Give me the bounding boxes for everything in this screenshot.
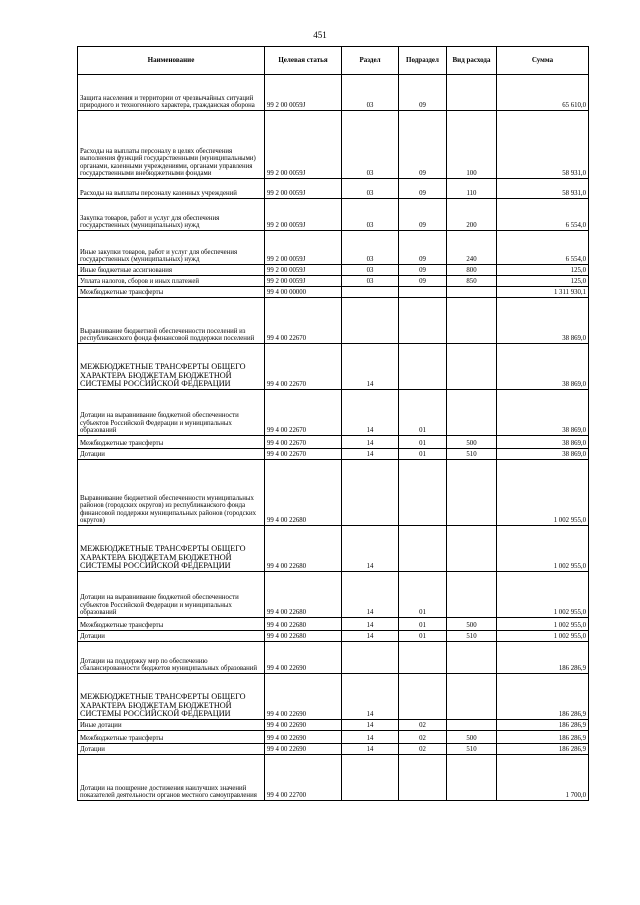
cell-type bbox=[447, 642, 497, 674]
cell-subsection: 01 bbox=[399, 572, 447, 618]
table-row bbox=[78, 526, 589, 572]
cell-subsection: 01 bbox=[399, 618, 447, 631]
cell-section: 14 bbox=[342, 674, 399, 720]
cell-type: 510 bbox=[447, 744, 497, 755]
cell-type bbox=[447, 287, 497, 298]
table-row bbox=[78, 449, 589, 460]
cell-name: Межбюджетные трансферты bbox=[78, 731, 265, 744]
cell-amount: 1 002 955,0 bbox=[497, 631, 589, 642]
cell-name: Защита населения и территории от чрезвычайных ситуаций природного и техногенного характера, гражданская оборона bbox=[78, 75, 265, 111]
cell-section bbox=[342, 287, 399, 298]
cell-subsection: 02 bbox=[399, 744, 447, 755]
cell-name: Иные бюджетные ассигнования bbox=[78, 265, 265, 276]
cell-type: 800 bbox=[447, 265, 497, 276]
cell-subsection bbox=[399, 460, 447, 526]
cell-code: 99 4 00 22670 bbox=[265, 298, 342, 344]
table-body bbox=[78, 75, 589, 801]
cell-section bbox=[342, 755, 399, 801]
cell-section: 14 bbox=[342, 720, 399, 731]
cell-amount: 186 286,9 bbox=[497, 642, 589, 674]
cell-code: 99 4 00 22690 bbox=[265, 731, 342, 744]
header-name: Наименование bbox=[78, 47, 265, 75]
cell-amount: 38 869,0 bbox=[497, 449, 589, 460]
cell-code: 99 4 00 22670 bbox=[265, 390, 342, 436]
cell-subsection: 02 bbox=[399, 731, 447, 744]
cell-subsection: 01 bbox=[399, 390, 447, 436]
cell-name: Дотации на выравнивание бюджетной обеспеченности субъектов Российской Федерации и муниципальных образований bbox=[78, 390, 265, 436]
page-number: 451 bbox=[313, 30, 327, 40]
cell-code: 99 4 00 22670 bbox=[265, 344, 342, 390]
cell-section: 14 bbox=[342, 436, 399, 449]
cell-subsection: 09 bbox=[399, 75, 447, 111]
cell-subsection bbox=[399, 526, 447, 572]
cell-name: Дотации bbox=[78, 631, 265, 642]
cell-subsection bbox=[399, 642, 447, 674]
cell-subsection: 09 bbox=[399, 231, 447, 265]
cell-name: Дотации на поощрение достижения наилучших значений показателей деятельности органов местного самоуправления bbox=[78, 755, 265, 801]
cell-amount: 125,0 bbox=[497, 276, 589, 287]
cell-section: 14 bbox=[342, 631, 399, 642]
table-row bbox=[78, 298, 589, 344]
table-row bbox=[78, 460, 589, 526]
cell-name: МЕЖБЮДЖЕТНЫЕ ТРАНСФЕРТЫ ОБЩЕГО ХАРАКТЕРА БЮДЖЕТАМ БЮДЖЕТНОЙ СИСТЕМЫ РОССИЙСКОЙ ФЕДЕРАЦИИ bbox=[78, 526, 265, 572]
table-row bbox=[78, 344, 589, 390]
cell-section: 03 bbox=[342, 231, 399, 265]
cell-section: 14 bbox=[342, 744, 399, 755]
cell-code: 99 4 00 22690 bbox=[265, 720, 342, 731]
cell-amount: 186 286,9 bbox=[497, 744, 589, 755]
cell-type: 850 bbox=[447, 276, 497, 287]
cell-subsection: 09 bbox=[399, 199, 447, 231]
cell-type: 500 bbox=[447, 436, 497, 449]
cell-subsection bbox=[399, 674, 447, 720]
table-row bbox=[78, 755, 589, 801]
cell-name: Межбюджетные трансферты bbox=[78, 287, 265, 298]
cell-type bbox=[447, 720, 497, 731]
cell-type bbox=[447, 344, 497, 390]
table-row bbox=[78, 75, 589, 111]
cell-type: 510 bbox=[447, 631, 497, 642]
cell-code: 99 2 00 0059J bbox=[265, 231, 342, 265]
table-header-row bbox=[78, 47, 589, 75]
cell-type: 100 bbox=[447, 111, 497, 179]
cell-name: Иные закупки товаров, работ и услуг для обеспечения государственных (муниципальных) нужд bbox=[78, 231, 265, 265]
cell-amount: 186 286,9 bbox=[497, 720, 589, 731]
cell-code: 99 2 00 0059J bbox=[265, 276, 342, 287]
cell-type: 200 bbox=[447, 199, 497, 231]
cell-subsection: 02 bbox=[399, 720, 447, 731]
cell-code: 99 2 00 0059J bbox=[265, 75, 342, 111]
header-type: Вид расхода bbox=[447, 47, 497, 75]
cell-subsection bbox=[399, 298, 447, 344]
cell-code: 99 4 00 22700 bbox=[265, 755, 342, 801]
cell-name: Выравнивание бюджетной обеспеченности поселений из республиканского фонда финансовой поддержки поселений bbox=[78, 298, 265, 344]
cell-section: 14 bbox=[342, 618, 399, 631]
cell-subsection: 01 bbox=[399, 631, 447, 642]
cell-subsection: 09 bbox=[399, 111, 447, 179]
cell-amount: 38 869,0 bbox=[497, 298, 589, 344]
cell-amount: 1 002 955,0 bbox=[497, 618, 589, 631]
cell-amount: 38 869,0 bbox=[497, 436, 589, 449]
cell-type: 110 bbox=[447, 179, 497, 199]
cell-code: 99 4 00 22680 bbox=[265, 631, 342, 642]
cell-type: 240 bbox=[447, 231, 497, 265]
cell-type: 500 bbox=[447, 618, 497, 631]
cell-section: 03 bbox=[342, 276, 399, 287]
cell-amount: 1 002 955,0 bbox=[497, 460, 589, 526]
cell-name: Закупка товаров, работ и услуг для обеспечения государственных (муниципальных) нужд bbox=[78, 199, 265, 231]
budget-table bbox=[77, 46, 589, 801]
cell-subsection: 09 bbox=[399, 179, 447, 199]
cell-section bbox=[342, 298, 399, 344]
table-row bbox=[78, 618, 589, 631]
cell-code: 99 4 00 22670 bbox=[265, 449, 342, 460]
cell-type bbox=[447, 460, 497, 526]
cell-type bbox=[447, 755, 497, 801]
cell-amount: 1 002 955,0 bbox=[497, 572, 589, 618]
header-section: Раздел bbox=[342, 47, 399, 75]
cell-type bbox=[447, 674, 497, 720]
cell-amount: 186 286,9 bbox=[497, 674, 589, 720]
cell-name: Уплата налогов, сборов и иных платежей bbox=[78, 276, 265, 287]
cell-name: МЕЖБЮДЖЕТНЫЕ ТРАНСФЕРТЫ ОБЩЕГО ХАРАКТЕРА БЮДЖЕТАМ БЮДЖЕТНОЙ СИСТЕМЫ РОССИЙСКОЙ ФЕДЕРАЦИИ bbox=[78, 344, 265, 390]
cell-code: 99 4 00 22690 bbox=[265, 674, 342, 720]
cell-code: 99 4 00 22690 bbox=[265, 642, 342, 674]
table-row bbox=[78, 231, 589, 265]
cell-section: 14 bbox=[342, 449, 399, 460]
cell-type bbox=[447, 572, 497, 618]
cell-section: 14 bbox=[342, 344, 399, 390]
cell-amount: 1 311 930,1 bbox=[497, 287, 589, 298]
cell-amount: 65 610,0 bbox=[497, 75, 589, 111]
cell-code: 99 4 00 22680 bbox=[265, 572, 342, 618]
cell-amount: 6 554,0 bbox=[497, 199, 589, 231]
table-row bbox=[78, 744, 589, 755]
cell-name: Дотации bbox=[78, 744, 265, 755]
cell-subsection bbox=[399, 755, 447, 801]
table-row bbox=[78, 436, 589, 449]
cell-code: 99 2 00 0059J bbox=[265, 199, 342, 231]
table-row bbox=[78, 287, 589, 298]
header-code: Целевая статья bbox=[265, 47, 342, 75]
cell-code: 99 2 00 0059J bbox=[265, 179, 342, 199]
cell-section: 14 bbox=[342, 390, 399, 436]
cell-amount: 1 700,0 bbox=[497, 755, 589, 801]
header-amount: Сумма bbox=[497, 47, 589, 75]
cell-subsection: 01 bbox=[399, 449, 447, 460]
cell-name: Межбюджетные трансферты bbox=[78, 618, 265, 631]
cell-code: 99 4 00 22670 bbox=[265, 436, 342, 449]
cell-amount: 6 554,0 bbox=[497, 231, 589, 265]
table-row bbox=[78, 179, 589, 199]
cell-section bbox=[342, 642, 399, 674]
table-row bbox=[78, 390, 589, 436]
cell-name: МЕЖБЮДЖЕТНЫЕ ТРАНСФЕРТЫ ОБЩЕГО ХАРАКТЕРА БЮДЖЕТАМ БЮДЖЕТНОЙ СИСТЕМЫ РОССИЙСКОЙ ФЕДЕРАЦИИ bbox=[78, 674, 265, 720]
cell-name: Дотации на выравнивание бюджетной обеспеченности субъектов Российской Федерации и муниципальных образований bbox=[78, 572, 265, 618]
cell-code: 99 4 00 00000 bbox=[265, 287, 342, 298]
cell-subsection: 09 bbox=[399, 265, 447, 276]
cell-type: 500 bbox=[447, 731, 497, 744]
cell-name: Расходы на выплаты персоналу в целях обеспечения выполнения функций государственными (муниципальными) органами, казенными учреждениями, органами управления государственными внебюджетными фондами bbox=[78, 111, 265, 179]
cell-section: 03 bbox=[342, 179, 399, 199]
cell-amount: 38 869,0 bbox=[497, 344, 589, 390]
cell-section: 03 bbox=[342, 199, 399, 231]
cell-code: 99 4 00 22680 bbox=[265, 460, 342, 526]
cell-section bbox=[342, 460, 399, 526]
table-row bbox=[78, 199, 589, 231]
cell-code: 99 2 00 0059J bbox=[265, 111, 342, 179]
cell-section: 03 bbox=[342, 111, 399, 179]
table-row bbox=[78, 276, 589, 287]
cell-type bbox=[447, 75, 497, 111]
header-subsection: Подраздел bbox=[399, 47, 447, 75]
cell-amount: 1 002 955,0 bbox=[497, 526, 589, 572]
table-row bbox=[78, 631, 589, 642]
cell-name: Расходы на выплаты персоналу казенных учреждений bbox=[78, 179, 265, 199]
cell-type bbox=[447, 390, 497, 436]
table-row bbox=[78, 111, 589, 179]
cell-amount: 186 286,9 bbox=[497, 731, 589, 744]
cell-amount: 58 931,0 bbox=[497, 111, 589, 179]
cell-name: Дотации на поддержку мер по обеспечению сбалансированности бюджетов муниципальных образований bbox=[78, 642, 265, 674]
cell-subsection: 01 bbox=[399, 436, 447, 449]
cell-code: 99 4 00 22680 bbox=[265, 526, 342, 572]
cell-amount: 58 931,0 bbox=[497, 179, 589, 199]
table-row bbox=[78, 642, 589, 674]
cell-type bbox=[447, 526, 497, 572]
cell-name: Дотации bbox=[78, 449, 265, 460]
table-row bbox=[78, 720, 589, 731]
cell-amount: 38 869,0 bbox=[497, 390, 589, 436]
cell-code: 99 2 00 0059J bbox=[265, 265, 342, 276]
cell-subsection bbox=[399, 287, 447, 298]
cell-subsection: 09 bbox=[399, 276, 447, 287]
cell-section: 03 bbox=[342, 265, 399, 276]
cell-name: Межбюджетные трансферты bbox=[78, 436, 265, 449]
table-row bbox=[78, 674, 589, 720]
cell-name: Иные дотации bbox=[78, 720, 265, 731]
cell-section: 14 bbox=[342, 526, 399, 572]
cell-section: 14 bbox=[342, 572, 399, 618]
table-row bbox=[78, 731, 589, 744]
table-row bbox=[78, 265, 589, 276]
cell-subsection bbox=[399, 344, 447, 390]
cell-amount: 125,0 bbox=[497, 265, 589, 276]
cell-section: 14 bbox=[342, 731, 399, 744]
cell-name: Выравнивание бюджетной обеспеченности муниципальных районов (городских округов) из республиканского фонда финансовой поддержки муниципальных районов (городских округов) bbox=[78, 460, 265, 526]
cell-section: 03 bbox=[342, 75, 399, 111]
cell-code: 99 4 00 22690 bbox=[265, 744, 342, 755]
table-row bbox=[78, 572, 589, 618]
cell-type bbox=[447, 298, 497, 344]
cell-type: 510 bbox=[447, 449, 497, 460]
cell-code: 99 4 00 22680 bbox=[265, 618, 342, 631]
